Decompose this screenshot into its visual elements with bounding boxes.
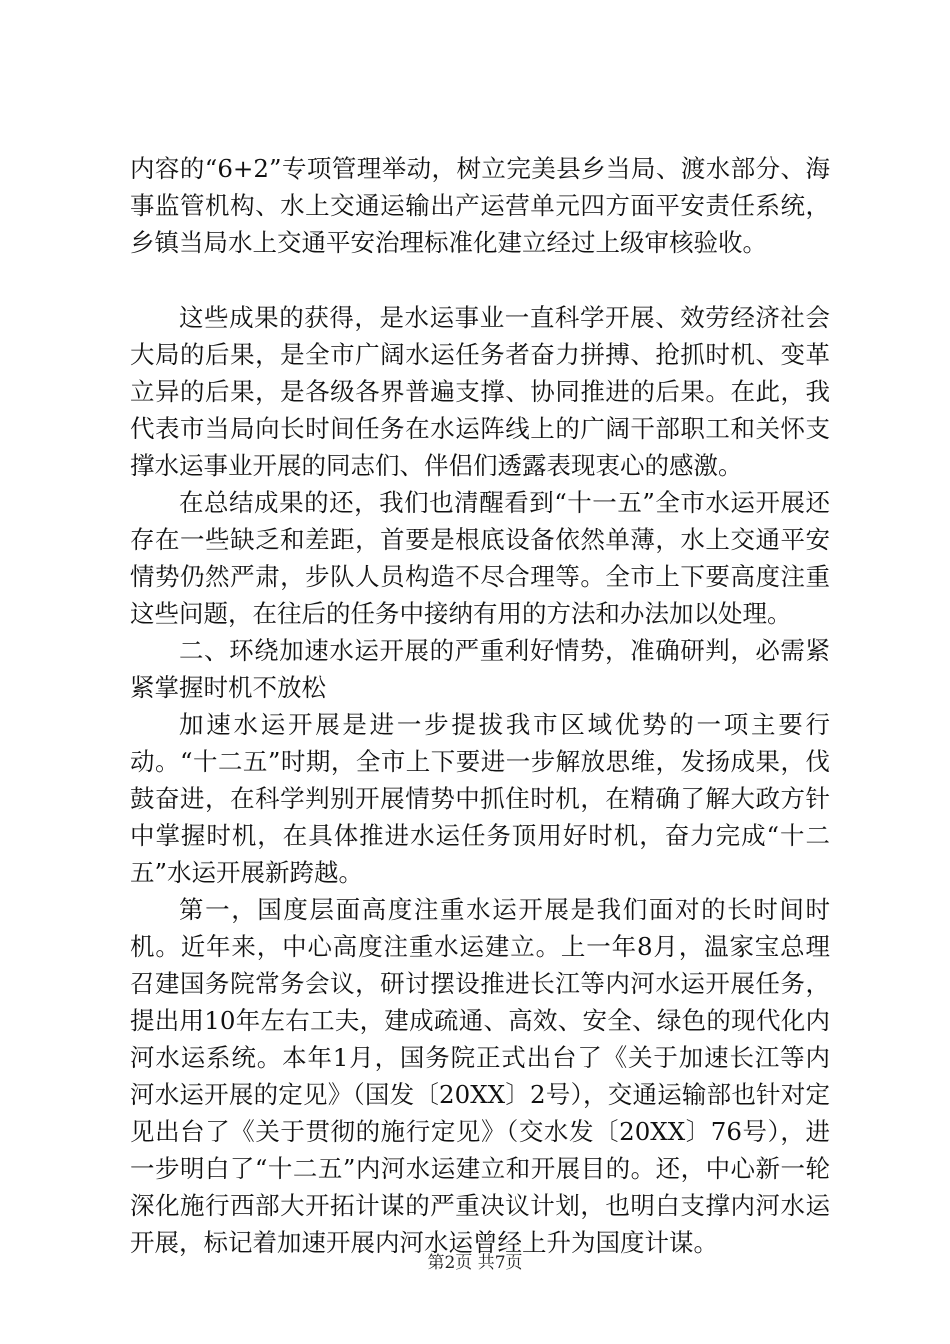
document-body bbox=[130, 150, 830, 1261]
paragraph-shortcomings: 在总结成果的还，我们也清醒看到“十一五”全市水运开展还存在一些缺乏和差距，首要是根底设备依然单薄，水上交通平安情势仍然严肃，步队人员构造不尽合理等。全市上下要高度注重这些问题，在往后的任务中接纳有用的方法和办法加以处理。 bbox=[130, 488, 830, 628]
page-number-footer: 第2页 共7页 bbox=[427, 1253, 523, 1273]
paragraph-continuation: 内容的“6+2”专项管理举动，树立完美县乡当局、渡水部分、海事监管机构、水上交通运输出产运营单元四方面平安责任系统，乡镇当局水上交通平安治理标准化建立经过上级审核验收。 bbox=[130, 154, 830, 257]
paragraph-opportunity: 加速水运开展是进一步提拔我市区域优势的一项主要行动。“十二五”时期，全市上下要进一步解放思维，发扬成果，伐鼓奋进，在科学判别开展情势中抓住时机，在精确了解大政方针中掌握时机，在具体推进水运任务顶用好时机，奋力完成“十二五”水运开展新跨越。 bbox=[130, 710, 830, 887]
section-heading-two: 二、环绕加速水运开展的严重利好情势，准确研判，必需紧紧掌握时机不放松 bbox=[130, 636, 830, 702]
paragraph-achievements: 这些成果的获得，是水运事业一直科学开展、效劳经济社会大局的后果，是全市广阔水运任务者奋力拼搏、抢抓时机、变革立异的后果，是各级各界普遍支撑、协同推进的后果。在此，我代表市当局向长时间任务在水运阵线上的广阔干部职工和关怀支撑水运事业开展的同志们、伴侣们透露表现衷心的感激。 bbox=[130, 303, 830, 480]
paragraph-national-level: 第一，国度层面高度注重水运开展是我们面对的长时间时机。近年来，中心高度注重水运建立。上一年8月，温家宝总理召建国务院常务会议，研讨摆设推进长江等内河水运开展任务，提出用10年左右工夫，建成疏通、高效、安全、绿色的现代化内河水运系统。本年1月，国务院正式出台了《关于加速长江等内河水运开展的定见》（国发〔20XX〕2号），交通运输部也针对定见出台了《关于贯彻的施行定见》（交水发〔20XX〕76号），进一步明白了“十二五”内河水运建立和开展目的。还，中心新一轮深化施行西部大开拓计谋的严重决议计划，也明白支撑内河水运开展，标记着加速开展内河水运曾经上升为国度计谋。 bbox=[130, 895, 830, 1257]
